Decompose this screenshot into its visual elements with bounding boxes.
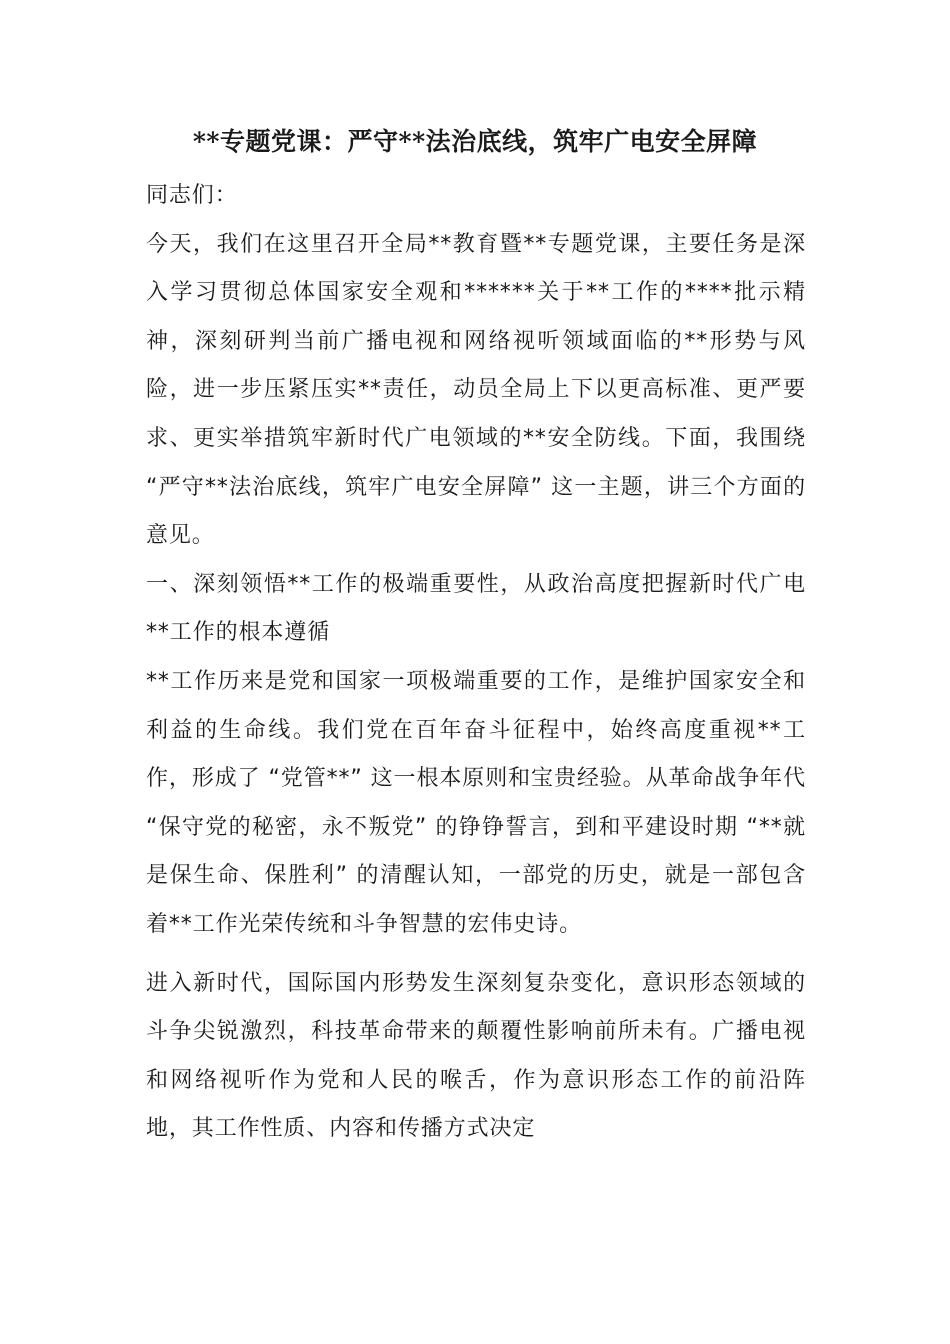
section-heading-1: 一、深刻领悟**工作的极端重要性，从政治高度把握新时代广电**工作的根本遵循	[146, 571, 806, 646]
paragraph-new-era: 进入新时代，国际国内形势发生深刻复杂变化，意识形态领域的斗争尖锐激烈，科技革命带来的颠覆性影响前所未有。广播电视和网络视听作为党和人民的喉舌，作为意识形态工作的前沿阵地，其工作性质、内容和传播方式决定	[146, 970, 806, 1142]
document-body	[146, 172, 806, 1154]
paragraph-history: **工作历来是党和国家一项极端重要的工作，是维护国家安全和利益的生命线。我们党在百年奋斗征程中，始终高度重视**工作，形成了 “党管**” 这一根本原则和宝贵经验。从革命战争年代 “保守党的秘密，永不叛党” 的铮铮誓言，到和平建设时期 “**就是保生命、保胜利” 的清醒认知，一部党的历史，就是一部包含着**工作光荣传统和斗争智慧的宏伟史诗。	[146, 668, 806, 937]
paragraph-intro: 今天，我们在这里召开全局**教育暨**专题党课，主要任务是深入学习贯彻总体国家安全观和******关于**工作的****批示精神，深刻研判当前广播电视和网络视听领域面临的**形势与风险，进一步压紧压实**责任，动员全局上下以更高标准、更严要求、更实举措筑牢新时代广电领域的**安全防线。下面，我围绕 “严守**法治底线，筑牢广电安全屏障” 这一主题，讲三个方面的意见。	[146, 231, 806, 549]
document-title: **专题党课：严守**法治底线，筑牢广电安全屏障	[192, 127, 758, 156]
salutation: 同志们：	[146, 183, 238, 208]
